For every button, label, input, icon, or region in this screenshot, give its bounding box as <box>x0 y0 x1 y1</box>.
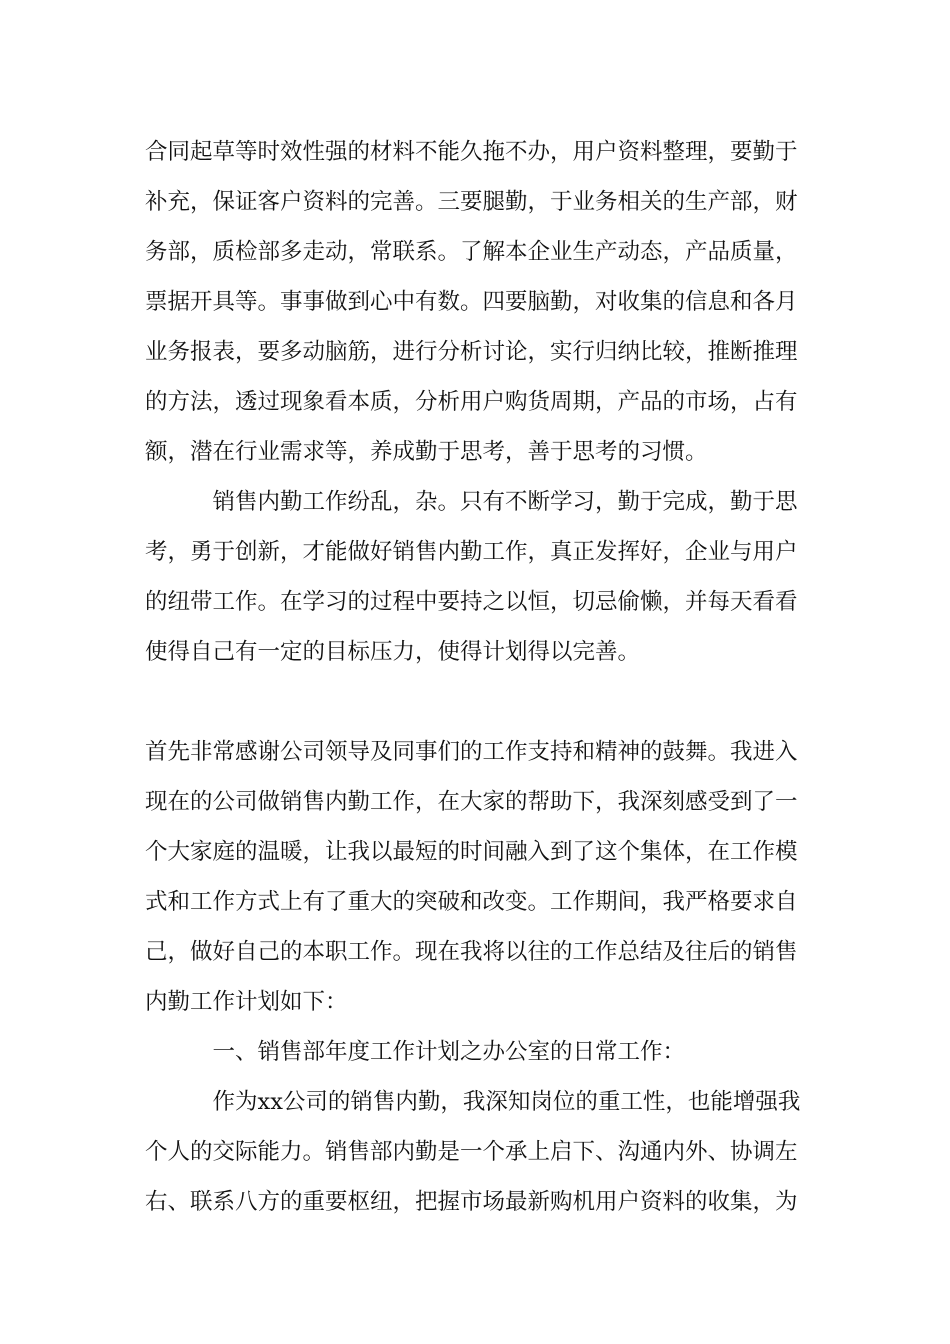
text-line: 额，潜在行业需求等，养成勤于思考，善于思考的习惯。 <box>145 439 708 465</box>
text-line: 票据开具等。事事做到心中有数。四要脑勤，对收集的信息和各月 <box>145 289 798 315</box>
text-line: 右、联系八方的重要枢纽，把握市场最新购机用户资料的收集，为 <box>145 1189 798 1215</box>
text-line: 考，勇于创新，才能做好销售内勤工作，真正发挥好，企业与用户 <box>145 539 798 565</box>
text-line: 补充，保证客户资料的完善。三要腿勤，于业务相关的生产部，财 <box>145 189 798 215</box>
text-line: 式和工作方式上有了重大的突破和改变。工作期间，我严格要求自 <box>145 889 798 915</box>
text-line: 己，做好自己的本职工作。现在我将以往的工作总结及往后的销售 <box>145 939 798 965</box>
text-line: 作为xx公司的销售内勤，我深知岗位的重工性，也能增强我 <box>145 1089 801 1115</box>
text-line: 个人的交际能力。销售部内勤是一个承上启下、沟通内外、协调左 <box>145 1139 798 1165</box>
text-line: 现在的公司做销售内勤工作，在大家的帮助下，我深刻感受到了一 <box>145 789 798 815</box>
text-line: 个大家庭的温暖，让我以最短的时间融入到了这个集体，在工作模 <box>145 839 798 865</box>
text-line: 销售内勤工作纷乱，杂。只有不断学习，勤于完成，勤于思 <box>145 489 798 515</box>
text-line: 首先非常感谢公司领导及同事们的工作支持和精神的鼓舞。我进入 <box>145 739 798 765</box>
text-line: 的方法，透过现象看本质，分析用户购货周期，产品的市场，占有 <box>145 389 798 415</box>
text-line: 务部，质检部多走动，常联系。了解本企业生产动态，产品质量， <box>145 239 798 265</box>
text-line: 使得自己有一定的目标压力，使得计划得以完善。 <box>145 639 641 665</box>
section-heading: 一、销售部年度工作计划之办公室的日常工作： <box>145 1039 686 1065</box>
text-line: 业务报表，要多动脑筋，进行分析讨论，实行归纳比较，推断推理 <box>145 339 798 365</box>
text-line: 的纽带工作。在学习的过程中要持之以恒，切忌偷懒，并每天看看 <box>145 589 798 615</box>
text-line: 内勤工作计划如下： <box>145 989 348 1015</box>
text-line: 合同起草等时效性强的材料不能久拖不办，用户资料整理，要勤于 <box>145 139 798 165</box>
